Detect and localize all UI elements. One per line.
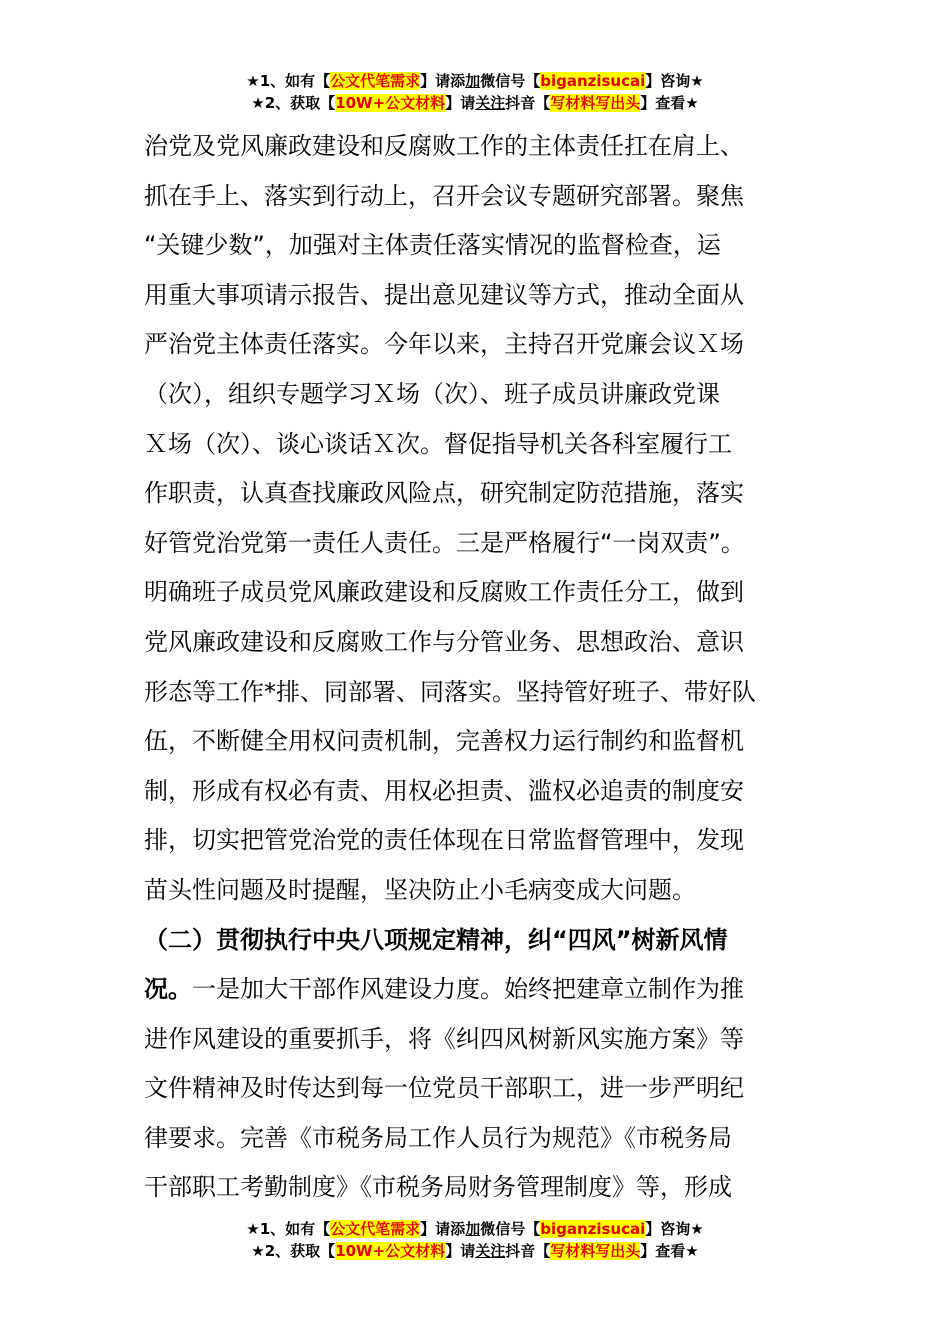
text-line: 干部职工考勤制度》《市税务局财务管理制度》等，形成: [144, 1173, 732, 1202]
text-line: 抓在手上、落实到行动上，召开会议专题研究部署。聚焦: [144, 181, 744, 210]
text-line: 好管党治党第一责任人责任。三是严格履行“一岗双责”。: [144, 528, 745, 557]
text-line: 律要求。完善《市税务局工作人员行为规范》《市税务局: [144, 1123, 732, 1152]
section-heading-end: 况。: [144, 975, 192, 1004]
text-line: 形态等工作*排、同部署、同落实。坚持管好班子、带好队: [144, 677, 756, 706]
text-line: 文件精神及时传达到每一位党员干部职工，进一步严明纪: [144, 1074, 744, 1103]
text-line: 严治党主体责任落实。今年以来，主持召开党廉会议Ｘ场: [144, 330, 744, 359]
text-line: 用重大事项请示报告、提出意见建议等方式，推动全面从: [144, 280, 744, 309]
text-line: 况。一是加大干部作风建设力度。始终把建章立制作为推: [144, 975, 744, 1004]
text-line: 排，切实把管党治党的责任体现在日常监督管理中，发现: [144, 826, 744, 855]
text-line: “关键少数”，加强对主体责任落实情况的监督检查，运: [144, 231, 721, 260]
text-line: 苗头性问题及时提醒，坚决防止小毛病变成大问题。: [144, 875, 696, 904]
banner-line-2: ★2、获取【10W+公文材料】请关注抖音【写材料写出头】查看★: [251, 94, 699, 112]
highlight-materials: 10W+公文材料: [335, 1242, 446, 1260]
text-line: 明确班子成员党风廉政建设和反腐败工作责任分工，做到: [144, 578, 744, 607]
header-banner: [0, 70, 950, 114]
footer-banner: [0, 1218, 950, 1262]
text-line: 制，形成有权必有责、用权必担责、滥权必追责的制度安: [144, 776, 744, 805]
highlight-douyin: 写材料写出头: [550, 94, 641, 112]
text-line: 党风廉政建设和反腐败工作与分管业务、思想政治、意识: [144, 627, 744, 656]
highlight-wechat-id: biganzisucai: [540, 1220, 646, 1238]
highlight-service: 公文代笔需求: [330, 72, 421, 90]
text-line: 进作风建设的重要抓手，将《纠四风树新风实施方案》等: [144, 1024, 744, 1053]
document-body: [144, 122, 804, 1213]
highlight-service: 公文代笔需求: [330, 1220, 421, 1238]
text-line: Ｘ场（次）、谈心谈话Ｘ次。督促指导机关各科室履行工: [144, 429, 732, 458]
highlight-douyin: 写材料写出头: [550, 1242, 641, 1260]
section-heading: （二）贯彻执行中央八项规定精神，纠“四风”树新风情: [144, 925, 728, 954]
banner-line-1: ★1、如有【公文代笔需求】请添加微信号【biganzisucai】咨询★: [246, 1220, 704, 1238]
banner-line-1: ★1、如有【公文代笔需求】请添加微信号【biganzisucai】咨询★: [246, 72, 704, 90]
text-line: 治党及党风廉政建设和反腐败工作的主体责任扛在肩上、: [144, 132, 744, 160]
highlight-wechat-id: biganzisucai: [540, 72, 646, 90]
text-line: 伍，不断健全用权问责机制，完善权力运行制约和监督机: [144, 727, 744, 756]
highlight-materials: 10W+公文材料: [335, 94, 446, 112]
text-line: （次），组织专题学习Ｘ场（次）、班子成员讲廉政党课: [144, 379, 720, 408]
banner-line-2: ★2、获取【10W+公文材料】请关注抖音【写材料写出头】查看★: [251, 1242, 699, 1260]
text-line: 作职责，认真查找廉政风险点，研究制定防范措施，落实: [144, 479, 744, 508]
